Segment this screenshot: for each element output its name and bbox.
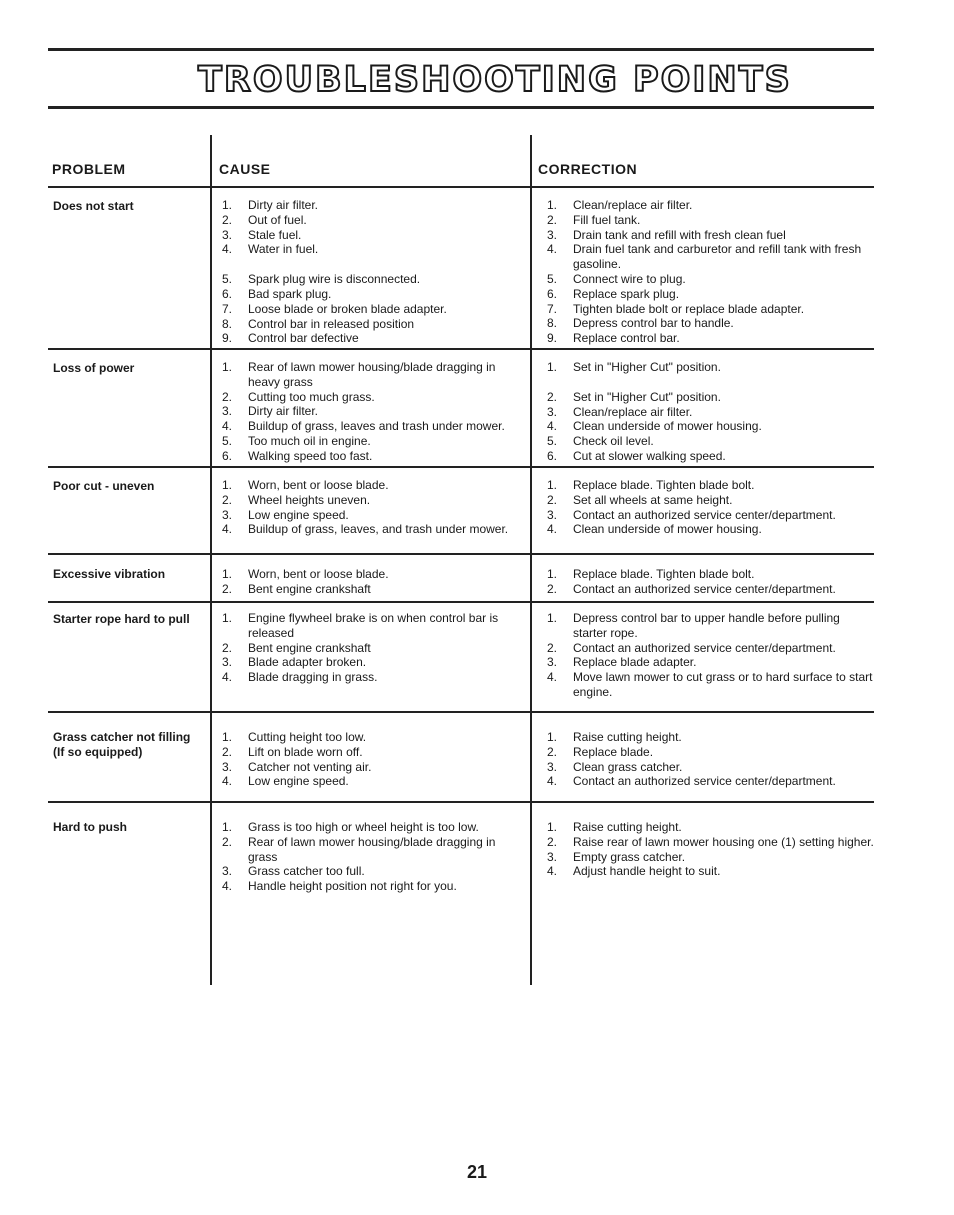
row-separator: [48, 348, 874, 350]
correction-list: [547, 820, 877, 879]
cause-list: [222, 611, 522, 685]
list-item: 2. Set all wheels at same height.: [547, 492, 733, 507]
list-item: 1. Worn, bent or loose blade.: [222, 567, 389, 581]
list-item: 1. Dirty air filter.: [222, 198, 319, 212]
correction-list: [547, 567, 877, 597]
list-item: 3. Replace blade adapter.: [547, 655, 697, 670]
list-item: 7. Loose blade or broken blade adapter.: [222, 301, 447, 316]
list-item: 5. Check oil level.: [547, 434, 654, 449]
list-item: 3. Low engine speed.: [222, 507, 349, 522]
list-item: 3. Contact an authorized service center/department.: [547, 507, 836, 522]
list-item: 2. Contact an authorized service center/department.: [547, 640, 836, 655]
list-item: 4. Low engine speed.: [222, 774, 349, 789]
list-item: 3. Grass catcher too full.: [222, 864, 365, 879]
list-item: 3. Blade adapter broken.: [222, 655, 367, 670]
list-item: 6. Cut at slower walking speed.: [547, 448, 726, 463]
problem-label: Grass catcher not filling (If so equipped): [53, 730, 191, 759]
cause-list: [222, 730, 522, 789]
problem-label: Hard to push: [53, 820, 127, 834]
correction-list: [547, 611, 877, 700]
problem-label: Starter rope hard to pull: [53, 612, 190, 626]
list-item: 4. Buildup of grass, leaves, and trash under mower.: [222, 522, 509, 537]
list-item: 5. Spark plug wire is disconnected.: [222, 272, 421, 287]
list-item: 4. Contact an authorized service center/department.: [547, 774, 836, 789]
list-item: 1. Replace blade. Tighten blade bolt.: [547, 478, 755, 492]
list-item: 1. Rear of lawn mower housing/blade dragging in heavy grass: [222, 360, 496, 389]
list-item: 1. Engine flywheel brake is on when control bar is released: [222, 611, 499, 640]
column-divider-left: [210, 135, 212, 985]
list-item: 1. Raise cutting height.: [547, 730, 682, 744]
list-item: 5. Too much oil in engine.: [222, 433, 371, 448]
title-top-rule: [48, 48, 874, 51]
list-item: 2. Set in "Higher Cut" position.: [547, 389, 721, 404]
header-problem: PROBLEM: [52, 161, 126, 177]
list-item: 3. Dirty air filter.: [222, 404, 319, 419]
list-item: 8. Depress control bar to handle.: [547, 316, 734, 331]
list-item: 7. Tighten blade bolt or replace blade adapter.: [547, 301, 805, 316]
cause-list: [222, 567, 522, 597]
list-item: 2. Contact an authorized service center/department.: [547, 581, 836, 596]
header-correction: CORRECTION: [538, 161, 638, 177]
list-item: 4. Clean underside of mower housing.: [547, 419, 762, 434]
list-item: 6. Walking speed too fast.: [222, 448, 373, 463]
list-item: 6. Replace spark plug.: [547, 286, 680, 301]
list-item: 9. Replace control bar.: [547, 331, 680, 346]
list-item: 4. Water in fuel.: [222, 242, 319, 257]
list-item: 1. Raise cutting height.: [547, 820, 682, 834]
problem-label: Poor cut - uneven: [53, 479, 155, 493]
correction-list: [547, 198, 877, 346]
row-separator: [48, 186, 874, 188]
page-title: TROUBLESHOOTING POINTS: [198, 60, 792, 100]
list-item: 1. Depress control bar to upper handle before pulling starter rope.: [547, 611, 840, 640]
list-item: 4. Buildup of grass, leaves and trash under mower.: [222, 419, 505, 434]
correction-list: [547, 360, 877, 464]
list-item: 1. Grass is too high or wheel height is too low.: [222, 820, 479, 834]
correction-list: [547, 478, 877, 537]
list-item: 8. Control bar in released position: [222, 316, 415, 331]
list-item: 2. Bent engine crankshaft: [222, 581, 371, 596]
list-item: 2. Raise rear of lawn mower housing one (1) setting higher.: [547, 834, 874, 849]
list-item: 1. Clean/replace air filter.: [547, 198, 693, 212]
list-item: 2. Lift on blade worn off.: [222, 744, 363, 759]
cause-list: [222, 478, 522, 537]
row-separator: [48, 801, 874, 803]
list-item: 4. Adjust handle height to suit.: [547, 864, 721, 879]
list-item: 4. Move lawn mower to cut grass or to hard surface to start engine.: [547, 670, 873, 699]
correction-list: [547, 730, 877, 789]
list-item: 4. Drain fuel tank and carburetor and refill tank with fresh gasoline.: [547, 242, 862, 272]
problem-label: Does not start: [53, 199, 134, 213]
list-item: 4. Blade dragging in grass.: [222, 670, 378, 685]
list-item: 6. Bad spark plug.: [222, 286, 332, 301]
problem-label: Loss of power: [53, 361, 135, 375]
row-separator: [48, 553, 874, 555]
list-item: 1. Replace blade. Tighten blade bolt.: [547, 567, 755, 581]
list-item: 2. Rear of lawn mower housing/blade dragging in grass: [222, 834, 496, 864]
list-item: 1. Cutting height too low.: [222, 730, 367, 744]
cause-list: [222, 198, 522, 346]
list-item: 3. Stale fuel.: [222, 227, 302, 242]
row-separator: [48, 601, 874, 603]
list-item: 2. Fill fuel tank.: [547, 212, 641, 227]
problem-label: Excessive vibration: [53, 567, 166, 581]
title-banner: [48, 58, 874, 102]
list-item: 3. Clean/replace air filter.: [547, 404, 693, 419]
list-item: 9. Control bar defective: [222, 331, 359, 346]
list-item: 5. Connect wire to plug.: [547, 271, 686, 286]
cause-list: [222, 360, 522, 464]
list-item: 3. Clean grass catcher.: [547, 759, 683, 774]
list-item: 4. Clean underside of mower housing.: [547, 522, 762, 537]
column-divider-right: [530, 135, 532, 985]
list-item: 1. Set in "Higher Cut" position.: [547, 360, 721, 374]
list-item: 4. Handle height position not right for you.: [222, 879, 457, 894]
list-item: 2. Wheel heights uneven.: [222, 492, 371, 507]
list-item: 2. Replace blade.: [547, 744, 654, 759]
list-item: 2. Bent engine crankshaft: [222, 640, 371, 655]
list-item: 3. Empty grass catcher.: [547, 849, 686, 864]
list-item: 3. Drain tank and refill with fresh clean fuel: [547, 227, 786, 242]
list-item: 1. Worn, bent or loose blade.: [222, 478, 389, 492]
list-item: 3. Catcher not venting air.: [222, 759, 372, 774]
row-separator: [48, 466, 874, 468]
page-number: 21: [466, 1162, 488, 1182]
title-bottom-rule: [48, 106, 874, 109]
list-item: 2. Out of fuel.: [222, 212, 307, 227]
list-item: 2. Cutting too much grass.: [222, 389, 375, 404]
cause-list: [222, 820, 522, 894]
row-separator: [48, 711, 874, 713]
header-cause: CAUSE: [219, 161, 271, 177]
